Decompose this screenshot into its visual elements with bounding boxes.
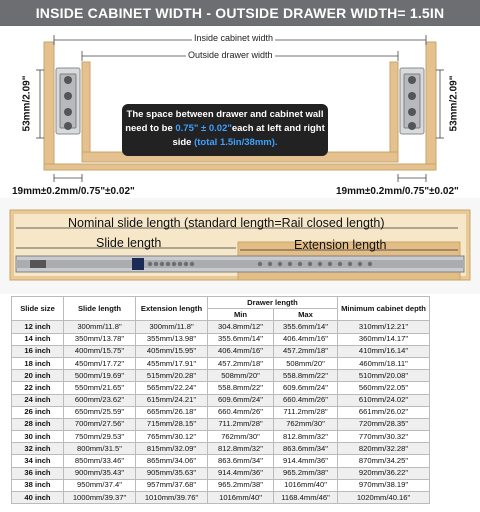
table-row xyxy=(12,431,430,443)
cell-slide-size: 24 inch xyxy=(12,394,64,406)
cell-extension-length: 515mm/20.28" xyxy=(136,370,208,382)
cell-drawer-min: 812.8mm/32" xyxy=(208,443,274,455)
rail-latch-left xyxy=(30,260,46,268)
header-slide-length: Slide length xyxy=(64,297,136,321)
cell-slide-size: 38 inch xyxy=(12,479,64,491)
table-row xyxy=(12,492,430,504)
cell-min-cabinet-depth: 410mm/16.14" xyxy=(338,345,430,357)
cell-drawer-max: 863.6mm/34" xyxy=(274,443,338,455)
cell-slide-length: 1000mm/39.37" xyxy=(64,492,136,504)
gap-callout xyxy=(122,104,328,156)
cell-min-cabinet-depth: 310mm/12.21" xyxy=(338,321,430,333)
drawer-wall-left xyxy=(82,62,90,160)
cell-drawer-min: 660.4mm/26" xyxy=(208,406,274,418)
cell-extension-length: 355mm/13.98" xyxy=(136,333,208,345)
cell-drawer-max: 558.8mm/22" xyxy=(274,370,338,382)
header-max: Max xyxy=(274,309,338,321)
cabinet-wall-left xyxy=(44,42,54,168)
cell-slide-size: 36 inch xyxy=(12,467,64,479)
callout-line-1: The space between drawer and cabinet wall xyxy=(126,109,324,120)
table-row xyxy=(12,455,430,467)
cell-drawer-max: 660.4mm/26" xyxy=(274,394,338,406)
cell-drawer-min: 558.8mm/22" xyxy=(208,382,274,394)
cell-min-cabinet-depth: 870mm/34.25" xyxy=(338,455,430,467)
cell-drawer-max: 711.2mm/28" xyxy=(274,406,338,418)
cell-min-cabinet-depth: 920mm/36.22" xyxy=(338,467,430,479)
cell-drawer-min: 304.8mm/12" xyxy=(208,321,274,333)
slide-length-label: Slide length xyxy=(96,236,162,250)
cell-slide-size: 16 inch xyxy=(12,345,64,357)
table-row xyxy=(12,370,430,382)
slide-rail-channel xyxy=(16,260,464,268)
cell-extension-length: 905mm/35.63" xyxy=(136,467,208,479)
table-row xyxy=(12,357,430,369)
cell-extension-length: 615mm/24.21" xyxy=(136,394,208,406)
cell-min-cabinet-depth: 1020mm/40.16" xyxy=(338,492,430,504)
table-row xyxy=(12,467,430,479)
cell-min-cabinet-depth: 360mm/14.17" xyxy=(338,333,430,345)
cell-extension-length: 665mm/26.18" xyxy=(136,406,208,418)
height-label-left: 53mm/2.09" xyxy=(21,75,33,132)
cell-drawer-max: 457.2mm/18" xyxy=(274,345,338,357)
cell-min-cabinet-depth: 820mm/32.28" xyxy=(338,443,430,455)
header-slide-size: Slide size xyxy=(12,297,64,321)
cell-drawer-min: 1016mm/40" xyxy=(208,492,274,504)
slide-drawing xyxy=(0,198,480,294)
cell-drawer-min: 762mm/30" xyxy=(208,431,274,443)
cell-drawer-max: 812.8mm/32" xyxy=(274,431,338,443)
cell-slide-size: 34 inch xyxy=(12,455,64,467)
cell-extension-length: 1010mm/39.76" xyxy=(136,492,208,504)
cell-min-cabinet-depth: 720mm/28.35" xyxy=(338,418,430,430)
cell-extension-length: 865mm/34.06" xyxy=(136,455,208,467)
cell-slide-length: 800mm/31.5" xyxy=(64,443,136,455)
cell-drawer-max: 762mm/30" xyxy=(274,418,338,430)
ball-bearings xyxy=(148,262,372,266)
cell-drawer-min: 965.2mm/38" xyxy=(208,479,274,491)
cell-extension-length: 957mm/37.68" xyxy=(136,479,208,491)
cell-drawer-max: 1168.4mm/46" xyxy=(274,492,338,504)
cell-min-cabinet-depth: 770mm/30.32" xyxy=(338,431,430,443)
cell-slide-size: 40 inch xyxy=(12,492,64,504)
table-row xyxy=(12,418,430,430)
slide-rail-right xyxy=(400,68,424,134)
table-row xyxy=(12,321,430,333)
cell-slide-length: 300mm/11.8" xyxy=(64,321,136,333)
cell-slide-length: 950mm/37.4" xyxy=(64,479,136,491)
callout-line-3 xyxy=(122,136,328,150)
header-min-cabinet-depth: Minimum cabinet depth xyxy=(338,297,430,321)
cell-drawer-min: 355.6mm/14" xyxy=(208,333,274,345)
callout-line-2-suffix: each at left and right xyxy=(231,123,325,134)
table-row xyxy=(12,333,430,345)
cell-slide-length: 450mm/17.72" xyxy=(64,357,136,369)
cell-slide-size: 26 inch xyxy=(12,406,64,418)
page-title: INSIDE CABINET WIDTH - OUTSIDE DRAWER WIDTH= 1.5IN xyxy=(0,0,480,26)
cell-extension-length: 455mm/17.91" xyxy=(136,357,208,369)
rail-release-lever xyxy=(132,258,144,270)
cell-slide-length: 600mm/23.62" xyxy=(64,394,136,406)
callout-line-2-prefix: need to be xyxy=(125,123,176,134)
cell-extension-length: 715mm/28.15" xyxy=(136,418,208,430)
cell-slide-length: 700mm/27.56" xyxy=(64,418,136,430)
cell-slide-size: 22 inch xyxy=(12,382,64,394)
cell-slide-length: 750mm/29.53" xyxy=(64,431,136,443)
cell-slide-size: 28 inch xyxy=(12,418,64,430)
callout-line-2-highlight: 0.75" ± 0.02" xyxy=(175,123,232,134)
callout-line-3-highlight: (total 1.5in/38mm). xyxy=(194,137,278,148)
table-row xyxy=(12,479,430,491)
cell-drawer-max: 965.2mm/38" xyxy=(274,467,338,479)
height-label-right: 53mm/2.09" xyxy=(448,75,460,132)
cell-extension-length: 765mm/30.12" xyxy=(136,431,208,443)
slide-rail-left xyxy=(56,68,80,134)
drawer-wall-right xyxy=(390,62,398,160)
cell-extension-length: 565mm/22.24" xyxy=(136,382,208,394)
table-row xyxy=(12,394,430,406)
cell-min-cabinet-depth: 510mm/20.08" xyxy=(338,370,430,382)
header-min: Min xyxy=(208,309,274,321)
extension-length-label: Extension length xyxy=(294,238,387,252)
cell-slide-length: 550mm/21.65" xyxy=(64,382,136,394)
cell-drawer-min: 711.2mm/28" xyxy=(208,418,274,430)
table-row xyxy=(12,406,430,418)
cell-slide-length: 400mm/15.75" xyxy=(64,345,136,357)
outside-width-label: Outside drawer width xyxy=(188,50,273,60)
slide-length-diagram xyxy=(0,198,480,294)
cell-slide-size: 14 inch xyxy=(12,333,64,345)
cell-extension-length: 815mm/32.09" xyxy=(136,443,208,455)
cell-drawer-max: 609.6mm/24" xyxy=(274,382,338,394)
cell-drawer-min: 914.4mm/36" xyxy=(208,467,274,479)
callout-line-3-prefix: side xyxy=(172,137,195,148)
cell-drawer-min: 406.4mm/16" xyxy=(208,345,274,357)
cell-slide-length: 500mm/19.69" xyxy=(64,370,136,382)
cabinet-wall-right xyxy=(426,42,436,168)
cell-slide-size: 32 inch xyxy=(12,443,64,455)
cell-drawer-min: 863.6mm/34" xyxy=(208,455,274,467)
cabinet-bottom xyxy=(44,164,436,170)
cell-drawer-max: 1016mm/40" xyxy=(274,479,338,491)
nominal-length-label: Nominal slide length (standard length=Rail closed length) xyxy=(68,216,385,230)
cell-drawer-min: 457.2mm/18" xyxy=(208,357,274,369)
cell-slide-length: 850mm/33.46" xyxy=(64,455,136,467)
inside-width-label: Inside cabinet width xyxy=(194,33,274,43)
cell-drawer-max: 914.4mm/36" xyxy=(274,455,338,467)
cell-extension-length: 300mm/11.8" xyxy=(136,321,208,333)
cell-slide-size: 18 inch xyxy=(12,357,64,369)
cell-extension-length: 405mm/15.95" xyxy=(136,345,208,357)
gap-label-right: 19mm±0.2mm/0.75"±0.02" xyxy=(336,186,459,197)
cell-drawer-max: 508mm/20" xyxy=(274,357,338,369)
cabinet-drawer-diagram xyxy=(0,26,480,198)
callout-line-2 xyxy=(122,122,328,136)
cell-min-cabinet-depth: 661mm/26.02" xyxy=(338,406,430,418)
header-drawer-length: Drawer length xyxy=(208,297,338,309)
cell-drawer-min: 609.6mm/24" xyxy=(208,394,274,406)
cell-drawer-max: 406.4mm/16" xyxy=(274,333,338,345)
cell-slide-length: 350mm/13.78" xyxy=(64,333,136,345)
table-body xyxy=(12,321,430,504)
cell-min-cabinet-depth: 610mm/24.02" xyxy=(338,394,430,406)
table-row xyxy=(12,443,430,455)
table-row xyxy=(12,382,430,394)
cell-slide-length: 650mm/25.59" xyxy=(64,406,136,418)
cell-min-cabinet-depth: 560mm/22.05" xyxy=(338,382,430,394)
cell-drawer-min: 508mm/20" xyxy=(208,370,274,382)
cell-min-cabinet-depth: 970mm/38.19" xyxy=(338,479,430,491)
cell-slide-size: 20 inch xyxy=(12,370,64,382)
cell-slide-size: 12 inch xyxy=(12,321,64,333)
gap-label-left: 19mm±0.2mm/0.75"±0.02" xyxy=(12,186,135,197)
cell-min-cabinet-depth: 460mm/18.11" xyxy=(338,357,430,369)
size-specification-table xyxy=(11,296,430,504)
cell-slide-size: 30 inch xyxy=(12,431,64,443)
header-extension-length: Extension length xyxy=(136,297,208,321)
cell-drawer-max: 355.6mm/14" xyxy=(274,321,338,333)
table-row xyxy=(12,345,430,357)
cell-slide-length: 900mm/35.43" xyxy=(64,467,136,479)
